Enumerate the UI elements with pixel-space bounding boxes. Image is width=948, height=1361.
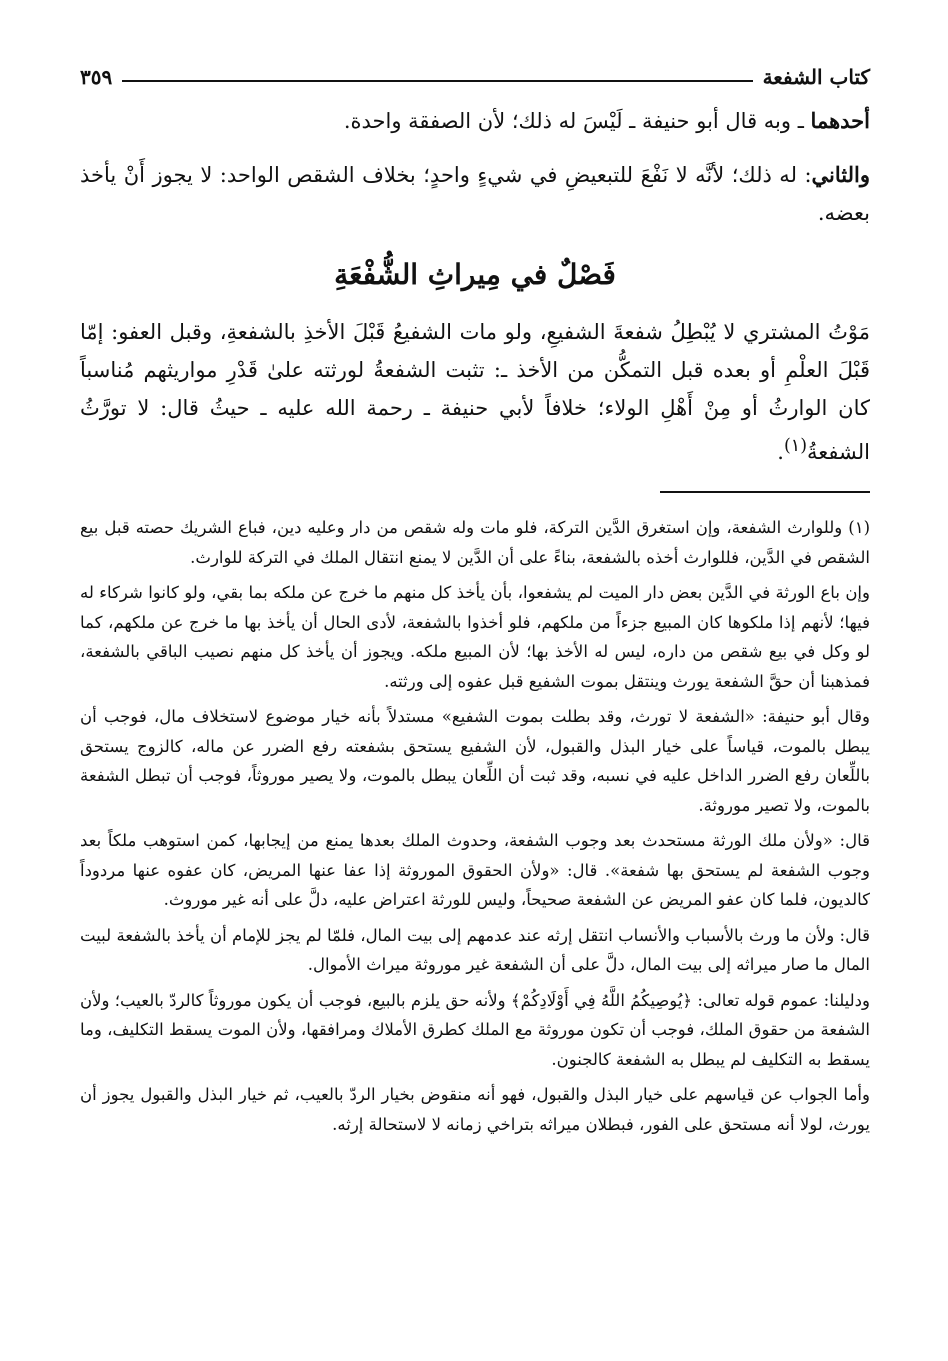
opinion-second-text: : له ذلك؛ لأنَّه لا نَفْعَ للتبعيضِ في شيءٍ واحدٍ؛ بخلاف الشقص الواحد: لا يجوز أَنْ يأخذ بعضه. bbox=[80, 163, 870, 225]
footnote-text: وللوارث الشفعة، وإن استغرق الدَّين التركة، فلو مات وله شقص من دار وعليه دين، فباع الشريك حصته قبل بيع الشقص في الدَّين، فللوارث أخذه بالشفعة، بناءً على أن الدَّين لا يمنع انتقال الملك في التركة للوارث. bbox=[80, 518, 870, 567]
header-rule bbox=[122, 80, 752, 82]
opinion-first bbox=[80, 102, 870, 140]
footnote-paragraph: قال: «ولأن ملك الورثة مستحدث بعد وجوب الشفعة، وحدوث الملك بعدها يمنع من إيجابها، كمن استوهب ملكاً بعد وجوب الشفعة لم يستحق بها شفعة». قال: «ولأن الحقوق الموروثة إذا عفا عنها المريض، كان عفوه عنها مردوداً كالديون، فلما كان عفو المريض عن الشفعة صحيحاً، وليس للورثة اعتراض عليه، دلَّ على أنه غير موروث. bbox=[80, 831, 870, 909]
footnote-paragraph bbox=[80, 513, 870, 572]
opinion-second-lead: والثاني bbox=[811, 162, 870, 187]
footnote-paragraph: وإن باع الورثة في الدَّين بعض دار الميت لم يشفعوا، بأن يأخذ كل منهم ما خرج عن ملكه بما بقي، ولو كانوا شركاء له فيها؛ لأنهم إذا ملكوها كان المبيع جزءاً من ملكهم، فلو أخذوا بالشفعة، لأدى الحال أن يأخذ بها ما خرج عن ملكهم، كما لو وكل في بيع شقص من داره، ليس له الأخذ بها؛ لأن المبيع ملكه. ويجوز أن يأخذ كل منهم نصيب الباقي بالشفعة، فمذهبنا أن حقَّ الشفعة يورث وينتقل بموت الشفيع قبل عفوه إلى ورثته. bbox=[80, 583, 870, 691]
book-page bbox=[80, 60, 870, 1145]
footnote-paragraph: وقال أبو حنيفة: «الشفعة لا تورث، وقد بطلت بموت الشفيع» مستدلاً بأنه خيار موضوع لاستخلاف مال، فوجب أن يبطل بالموت، قياساً على خيار البذل والقبول، لأن الشفيع يستحق بشفعته رفع الضرر عن ماله، كالزوج يستحق باللِّعان رفع الضرر الداخل عليه في نسبه، وقد ثبت أن اللِّعان يبطل بالموت، ولا يصير موروثاً، فوجب أن تبطل الشفعة بالموت، ولا تصير موروثة. bbox=[80, 707, 870, 815]
main-text bbox=[80, 102, 870, 471]
footnotes bbox=[80, 513, 870, 1139]
section-body bbox=[80, 313, 870, 471]
opinion-second bbox=[80, 156, 870, 232]
opinion-first-lead: أحدهما bbox=[810, 108, 870, 133]
book-title: كتاب الشفعة bbox=[762, 65, 870, 89]
section-title: فَصْلٌ في مِيراثِ الشُّفْعَةِ bbox=[334, 258, 616, 291]
footnote-paragraph: وأما الجواب عن قياسهم على خيار البذل والقبول، فهو أنه منقوض بخيار الردّ بالعيب، ثم خيار البذل والقبول يجوز أن يورث، لولا أنه مستحق على الفور، فبطلان ميراثه بتراخي زمانه لا لاستحالة إرثه. bbox=[80, 1085, 870, 1134]
footnote-paragraph: ودليلنا: عموم قوله تعالى: ﴿يُوصِيكُمُ اللَّهُ فِي أَوْلَادِكُمْ﴾ ولأنه حق يلزم بالبيع، فوجب أن يكون موروثاً كالردّ بالعيب؛ ولأن الشفعة من حقوق الملك، فوجب أن تكون موروثة مع الملك كطرق الأملاك ومرافقها، ولأن الموت يسقط التكليف، وما يسقط به التكليف لم يبطل به الشفعة كالجنون. bbox=[80, 990, 870, 1069]
section-body-text: مَوْتُ المشتري لا يُبْطِلُ شفعةَ الشفيعِ، ولو مات الشفيعُ قَبْلَ الأخذِ بالشفعةِ، وقبل العفو: إمّا قَبْلَ العلْمِ أو بعده قبل التمكُّن من الأخذ ـ: تثبت الشفعةُ لورثته علىٰ قَدْرِ مواريثهم مُناسباً كان الوارثُ أو مِنْ أَهْلِ الولاء؛ خلافاً لأبي حنيفة ـ رحمة الله عليه ـ حيثُ قال: لا تورَّثُ الشفعةُ bbox=[80, 320, 870, 464]
section-end-mark: . bbox=[777, 440, 784, 464]
footnote-paragraph: قال: ولأن ما ورث بالأسباب والأنساب انتقل إرثه عند عدمهم إلى بيت المال، فلمّا لم يجز للإمام أن يأخذ بالشفعة لبيت المال ما صار ميراثه إلى بيت المال، دلَّ على أن الشفعة غير موروثة ميراث الأموال. bbox=[80, 925, 870, 974]
opinion-first-text: ـ وبه قال أبو حنيفة ـ لَيْسَ له ذلك؛ لأن الصفقة واحدة. bbox=[343, 109, 811, 133]
page-number: ٣٥٩ bbox=[80, 65, 113, 89]
footnote-reference[interactable]: (١) bbox=[783, 436, 808, 456]
footnote-marker: (١) bbox=[848, 518, 870, 537]
running-header bbox=[80, 60, 870, 94]
footnote-separator bbox=[660, 491, 870, 493]
